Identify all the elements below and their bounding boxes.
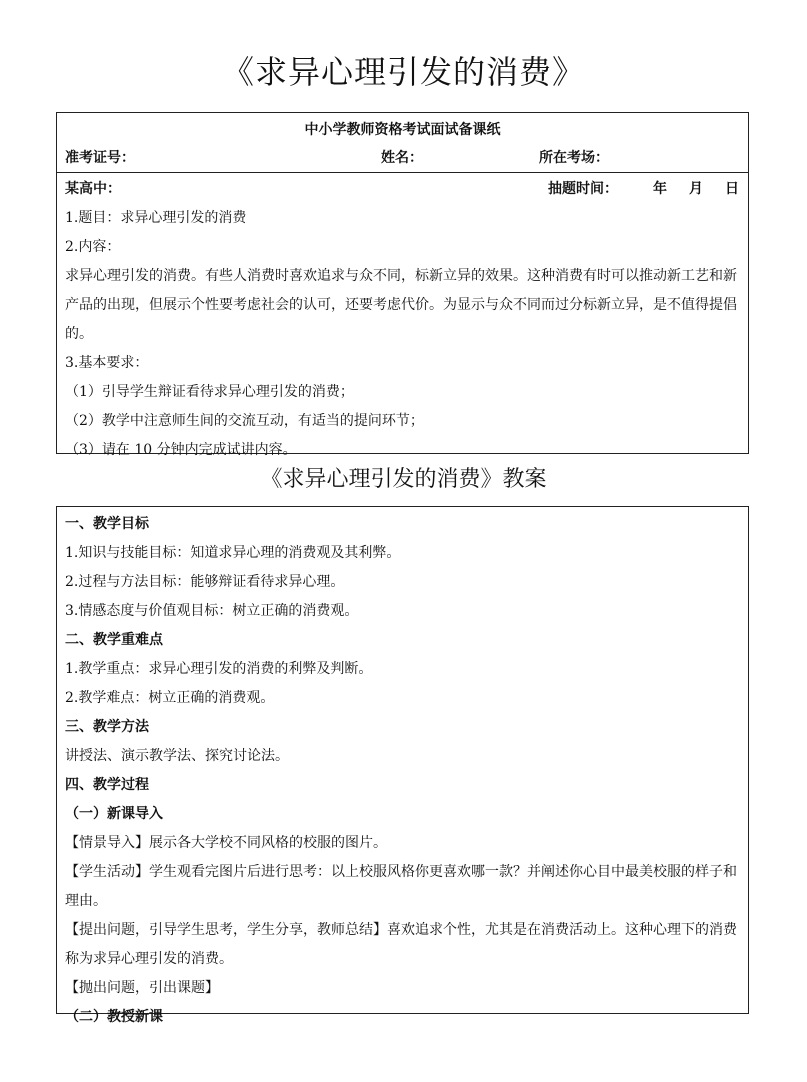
difficult-point: 2.教学难点：树立正确的消费观。 xyxy=(65,690,275,706)
day-label: 日 xyxy=(725,181,739,197)
exam-prep-header xyxy=(57,113,748,173)
section-heading-key-points: 二、教学重难点 xyxy=(65,632,163,648)
requirement-3: （3）请在 10 分钟内完成试讲内容。 xyxy=(65,442,297,458)
lesson-plan-title: 《求异心理引发的消费》教案 xyxy=(260,467,547,492)
goal-knowledge: 1.知识与技能目标：知道求异心理的消费观及其利弊。 xyxy=(65,545,401,561)
exam-info-row xyxy=(65,147,740,167)
lesson-plan-content xyxy=(57,510,748,1032)
step-heading-new-lesson: （二）教授新课 xyxy=(65,1009,163,1025)
ticket-number-label: 准考证号： xyxy=(65,150,135,166)
content-paragraph: 求异心理引发的消费。有些人消费时喜欢追求与众不同，标新立异的效果。这种消费有时可以推动新工艺和新产品的出现，但展示个性要考虑社会的认可，还要考虑代价。为显示与众不同而过分标新立异，是不值得提倡的。 xyxy=(65,268,737,342)
school-label: 某高中： xyxy=(65,181,121,197)
exam-prep-content xyxy=(57,175,748,465)
goal-attitude: 3.情感态度与价值观目标：树立正确的消费观。 xyxy=(65,603,359,619)
requirements-heading: 3.基本要求： xyxy=(65,355,149,371)
student-activity: 【学生活动】学生观看完图片后进行思考：以上校服风格你更喜欢哪一款？并阐述你心目中最美校服的样子和理由。 xyxy=(65,864,737,909)
topic-line: 1.题目：求异心理引发的消费 xyxy=(65,210,247,226)
goal-process: 2.过程与方法目标：能够辩证看待求异心理。 xyxy=(65,574,345,590)
lesson-plan-box xyxy=(56,506,749,1025)
name-label: 姓名： xyxy=(381,150,423,166)
exam-prep-header-title: 中小学教师资格考试面试备课纸 xyxy=(304,122,501,138)
page-title: 《求异心理引发的消费》 xyxy=(221,53,585,91)
venue-label: 所在考场： xyxy=(539,150,609,166)
section-heading-methods: 三、教学方法 xyxy=(65,719,149,735)
draw-time-label: 抽题时间： xyxy=(548,181,618,197)
month-label: 月 xyxy=(689,181,703,197)
scene-intro: 【情景导入】展示各大学校不同风格的校服的图片。 xyxy=(65,835,387,851)
exam-prep-box xyxy=(56,112,749,458)
section-heading-process: 四、教学过程 xyxy=(65,777,149,793)
content-heading: 2.内容： xyxy=(65,239,121,255)
requirement-2: （2）教学中注意师生间的交流互动，有适当的提问环节； xyxy=(65,413,424,429)
step-heading-intro: （一）新课导入 xyxy=(65,806,163,822)
key-point: 1.教学重点：求异心理引发的消费的利弊及判断。 xyxy=(65,661,373,677)
requirement-1: （1）引导学生辩证看待求异心理引发的消费； xyxy=(65,384,354,400)
year-label: 年 xyxy=(653,181,667,197)
lead-topic: 【抛出问题，引出课题】 xyxy=(65,980,219,996)
section-heading-goals: 一、教学目标 xyxy=(65,516,149,532)
school-draw-time-row xyxy=(65,175,740,204)
question-summary: 【提出问题，引导学生思考，学生分享，教师总结】喜欢追求个性，尤其是在消费活动上。这种心理下的消费称为求异心理引发的消费。 xyxy=(65,922,737,967)
methods-text: 讲授法、演示教学法、探究讨论法。 xyxy=(65,748,289,764)
